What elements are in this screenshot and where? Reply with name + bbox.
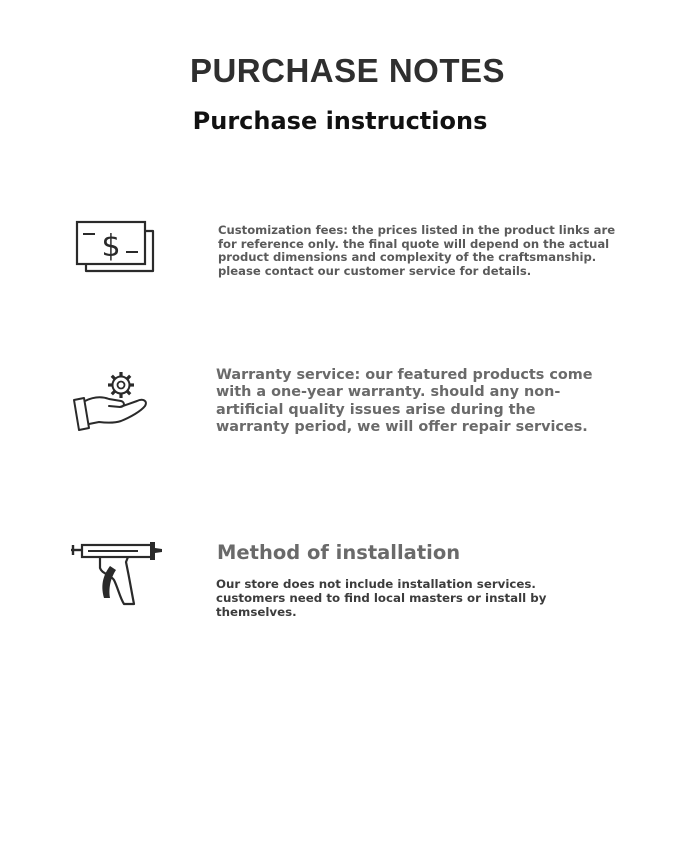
warranty-service-text: Warranty service: our featured products come with a one-year warranty. should any non-artificial quality issues arise during the warranty period, we will offer repair services. — [216, 367, 593, 436]
svg-text:$: $ — [101, 229, 121, 264]
page-subtitle: Purchase instructions — [192, 107, 488, 135]
installation-heading: Method of installation — [217, 541, 461, 564]
installation-text: Our store does not include installation services. customers need to find local masters or install by themselves. — [216, 577, 547, 619]
page-title: PURCHASE NOTES — [189, 52, 506, 89]
hand-gear-icon — [71, 370, 155, 434]
caulking-gun-icon — [70, 540, 166, 610]
money-icon — [74, 219, 156, 275]
customization-fees-text: Customization fees: the prices listed in the product links are for reference only. the final quote will depend on the actual product dimensions and complexity of the craftsmanship. please contact our customer service for details. — [218, 223, 616, 278]
